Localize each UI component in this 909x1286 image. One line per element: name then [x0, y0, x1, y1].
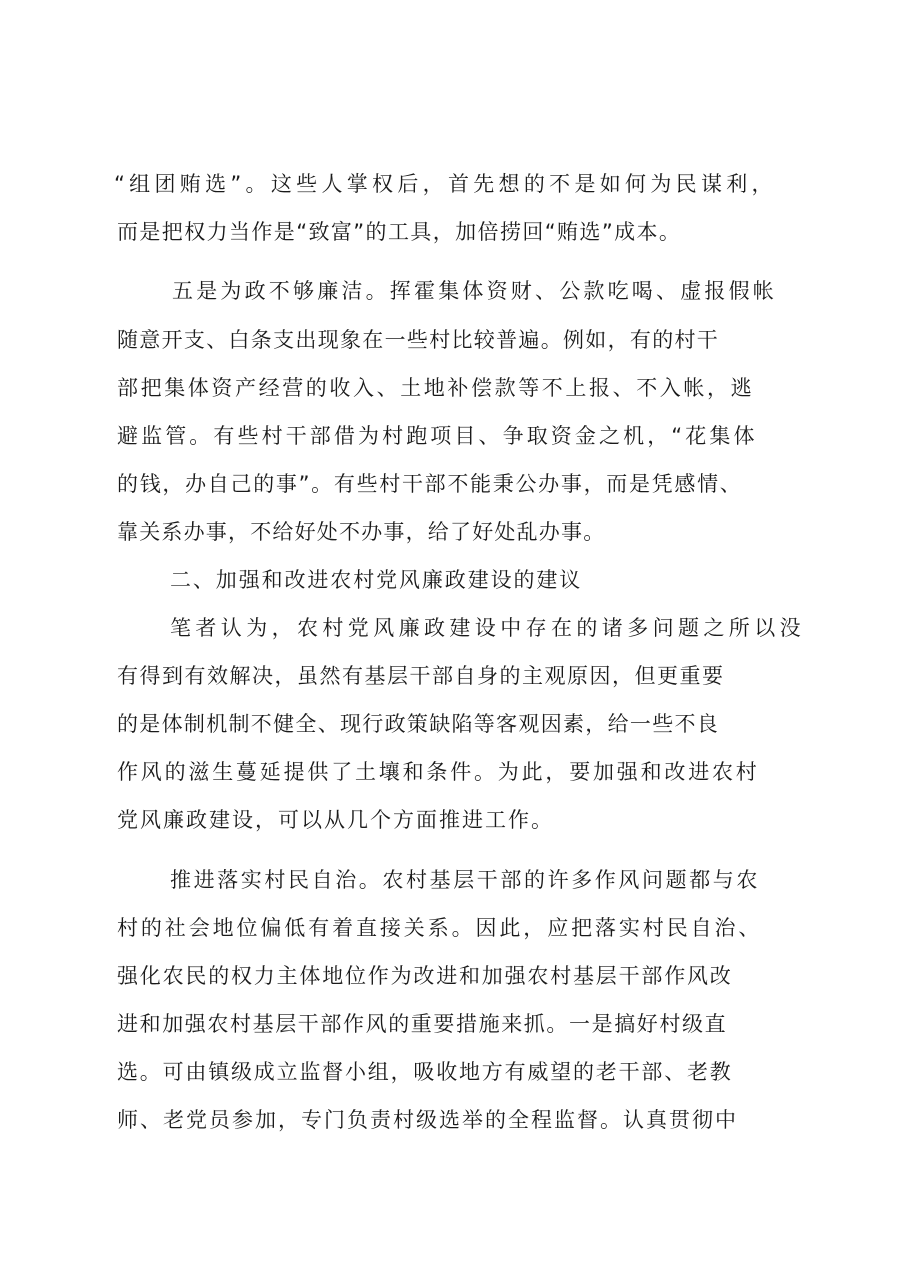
text-line: 随意开支、白条支出现象在一些村比较普遍。例如，有的村干	[117, 328, 720, 352]
text-line: 作风的滋生蔓延提供了土壤和条件。为此，要加强和改进农村	[117, 760, 760, 784]
paragraph-start-line: 推进落实村民自治。农村基层干部的许多作风问题都与农	[170, 868, 760, 892]
text-line: 村的社会地位偏低有着直接关系。因此，应把落实村民自治、	[117, 916, 763, 940]
text-line: 的钱，办自己的事”。有些村干部不能秉公办事，而是凭感情、	[117, 472, 743, 496]
paragraph-start-line: 笔者认为，农村党风廉政建设中存在的诸多问题之所以没	[170, 616, 805, 640]
text-line: 的是体制机制不健全、现行政策缺陷等客观因素，给一些不良	[117, 712, 720, 736]
text-line: 避监管。有些村干部借为村跑项目、争取资金之机，“花集体	[117, 424, 758, 448]
text-line: 靠关系办事，不给好处不办事，给了好处乱办事。	[117, 520, 606, 544]
text-line: “组团贿选”。这些人掌权后，首先想的不是如何为民谋利，	[114, 172, 777, 196]
text-line: 强化农民的权力主体地位作为改进和加强农村基层干部作风改	[117, 964, 733, 988]
text-line: 选。可由镇级成立监督小组，吸收地方有威望的老干部、老教	[117, 1060, 733, 1084]
paragraph-start-line: 五是为政不够廉洁。挥霍集体资财、公款吃喝、虚报假帐	[172, 279, 777, 303]
text-line: 党风廉政建设，可以从几个方面推进工作。	[117, 808, 554, 832]
text-line: 而是把权力当作是“致富”的工具，加倍捞回“贿选”成本。	[117, 220, 682, 244]
section-heading: 二、加强和改进农村党风廉政建设的建议	[170, 568, 583, 592]
text-line: 进和加强农村基层干部作风的重要措施来抓。一是搞好村级直	[117, 1012, 728, 1036]
text-line: 部把集体资产经营的收入、土地补偿款等不上报、不入帐，逃	[117, 376, 755, 400]
text-line: 师、老党员参加，专门负责村级选举的全程监督。认真贯彻中	[117, 1108, 738, 1132]
text-line: 有得到有效解决，虽然有基层干部自身的主观原因，但更重要	[117, 664, 725, 688]
